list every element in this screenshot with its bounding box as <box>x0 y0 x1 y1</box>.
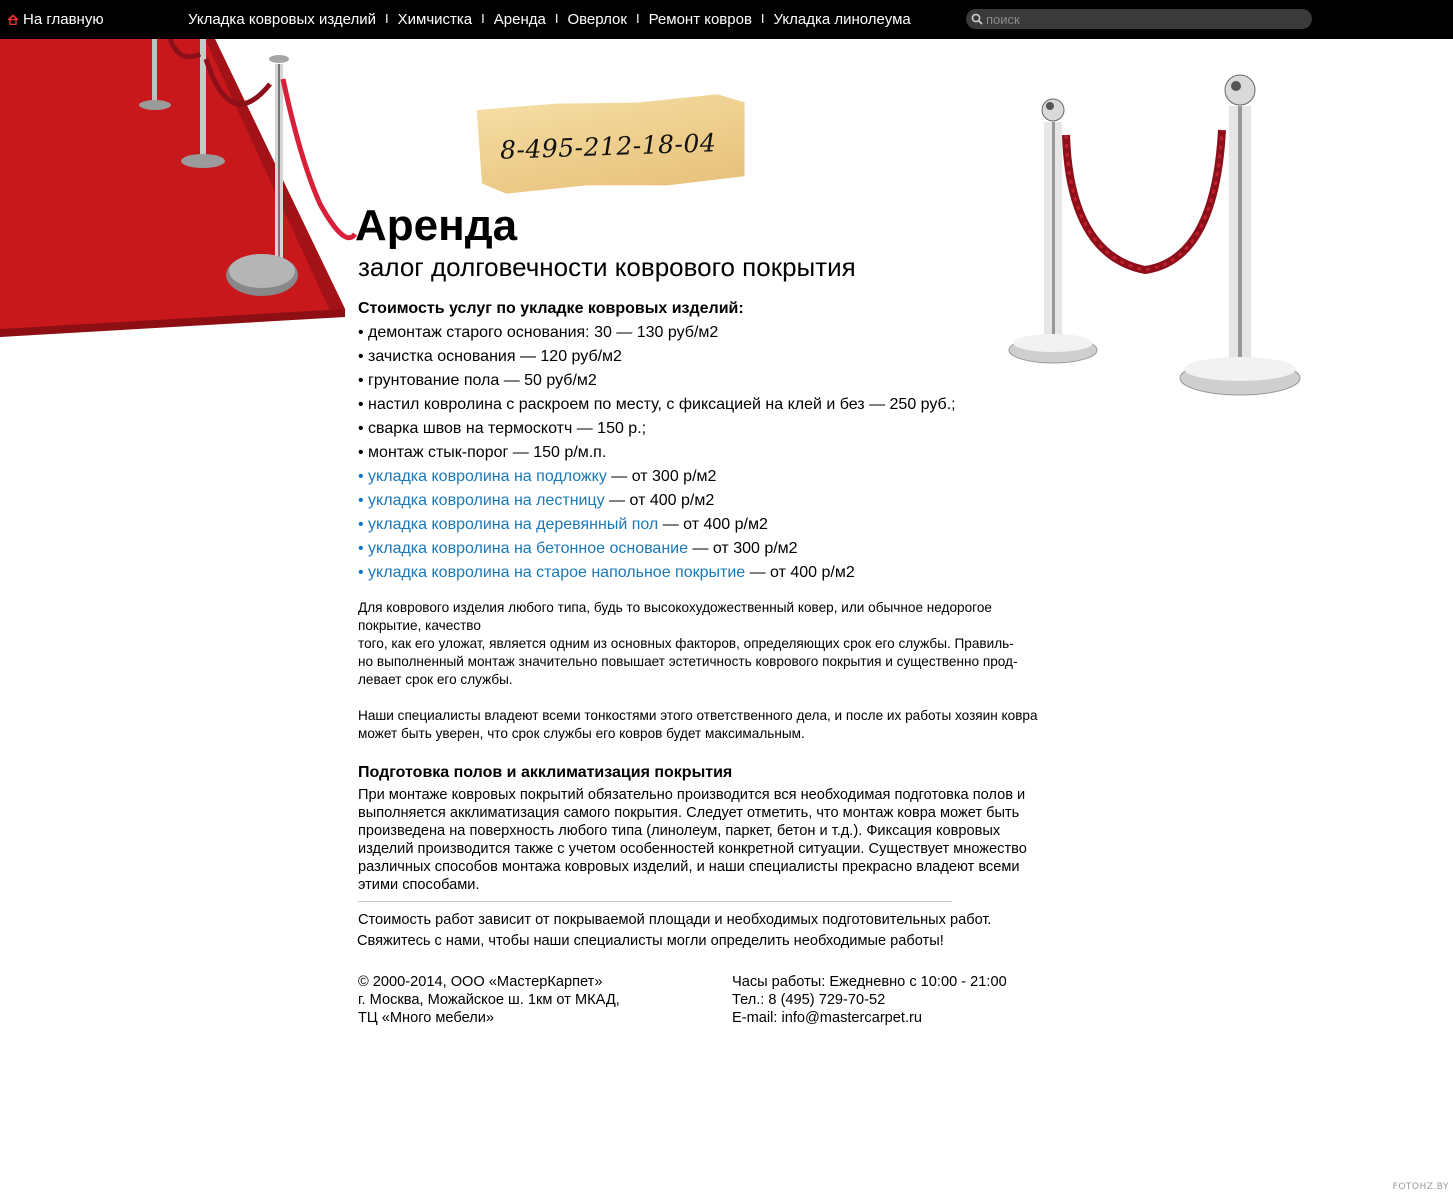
link-concrete-base[interactable]: • укладка ковролина на бетонное основание <box>358 540 688 557</box>
price-item: • грунтование пола — 50 руб/м2 <box>358 372 597 389</box>
price-value: — от 400 р/м2 <box>658 516 768 533</box>
price-item: • настил ковролина с раскроем по месту, с фиксацией на клей и без — 250 руб.; <box>358 396 956 413</box>
cost-note: Стоимость работ зависит от покрываемой площади и необходимых подготовительных работ. <box>358 912 992 928</box>
phone-number: 8-495-212-18-04 <box>499 128 717 165</box>
price-list-heading: Стоимость услуг по укладке ковровых изделий: <box>358 300 744 317</box>
footer-address-line: г. Москва, Можайское ш. 1км от МКАД, <box>358 992 620 1008</box>
watermark: FOTOHZ.BY <box>1392 1182 1449 1192</box>
intro-line: Для коврового изделия любого типа, будь то высокохудожественный ковер, или обычное недорогое покрытие, качество <box>358 600 992 633</box>
price-link-row <box>358 537 956 561</box>
page-title: Аренда <box>355 201 518 250</box>
search-box <box>966 9 1312 29</box>
divider <box>358 901 952 902</box>
price-item: • монтаж стык-порог — 150 р/м.п. <box>358 444 607 461</box>
link-stairs[interactable]: • укладка ковролина на лестницу <box>358 492 605 509</box>
nav-separator: I <box>554 11 559 26</box>
section-heading: Подготовка полов и акклиматизация покрытия <box>358 764 733 781</box>
stanchions-image <box>1000 60 1320 400</box>
price-item: • сварка швов на термоскотч — 150 р.; <box>358 420 647 437</box>
link-old-floor[interactable]: • укладка ковролина на старое напольное покрытие <box>358 564 746 581</box>
footer-phone: Тел.: 8 (495) 729-70-52 <box>732 992 886 1008</box>
link-wooden-floor[interactable]: • укладка ковролина на деревянный пол <box>358 516 659 533</box>
home-icon <box>7 14 19 25</box>
price-value: — от 400 р/м2 <box>604 492 715 509</box>
footer-email: E-mail: info@mastercarpet.ru <box>732 1010 922 1026</box>
price-list <box>358 297 956 585</box>
home-link[interactable] <box>7 11 104 28</box>
price-link-row <box>358 561 956 585</box>
main-nav <box>188 11 911 28</box>
nav-separator: I <box>481 11 485 26</box>
top-nav-bar <box>0 0 1453 39</box>
price-item: • демонтаж старого основания: 30 — 130 руб/м2 <box>358 324 719 341</box>
footer-address-line: ТЦ «Много мебели» <box>358 1010 494 1026</box>
price-value: — от 300 р/м2 <box>606 468 717 485</box>
nav-separator: I <box>760 11 765 26</box>
price-link-row <box>358 465 956 489</box>
home-link-label: На главную <box>23 11 104 28</box>
red-carpet-image <box>0 39 360 339</box>
nav-separator: I <box>385 11 389 26</box>
price-value: — от 400 р/м2 <box>745 564 855 581</box>
intro-paragraph <box>358 599 1058 689</box>
nav-separator: I <box>635 11 640 26</box>
footer-contacts <box>732 973 1007 1027</box>
contact-note: Свяжитесь с нами, чтобы наши специалисты могли определить необходимые работы! <box>357 933 944 949</box>
link-underlay[interactable]: • укладка ковролина на подложку <box>358 468 607 485</box>
search-icon[interactable] <box>971 13 983 25</box>
specialists-paragraph: Наши специалисты владеют всеми тонкостями этого ответственного дела, и после их работы хозяин ковра может быть уверен, что срок службы его ковров будет максимальным. <box>358 708 1038 741</box>
footer-company <box>358 973 620 1027</box>
intro-line: левает срок его службы. <box>358 672 513 687</box>
nav-item-overlock[interactable]: Оверлок <box>567 11 627 28</box>
intro-line: того, как его уложат, является одним из основных факторов, определяющих срок его службы. Правиль- <box>358 636 1014 651</box>
nav-item-carpet-repair[interactable]: Ремонт ковров <box>648 11 752 28</box>
intro-line: но выполненный монтаж значительно повышает эстетичность коврового покрытия и существенно прод- <box>358 654 1018 669</box>
footer-copyright: © 2000-2014, ООО «МастерКарпет» <box>358 974 603 990</box>
price-item: • зачистка основания — 120 руб/м2 <box>358 348 622 365</box>
preparation-paragraph: При монтаже ковровых покрытий обязательно производится вся необходимая подготовка полов и выполняется акклиматизация самого покрытия. Следует отметить, что монтаж ковра может быть произведена на поверхность любого типа (линолеум, паркет, бетон и т.д.). Фиксация ковровых изделий производится также с учетом особенностей конкретной ситуации. Существует множество различных способов монтажа ковровых изделий, и наши специалисты прекрасно владеют всеми этими способами. <box>358 787 1027 893</box>
search-input[interactable] <box>986 12 1296 27</box>
nav-item-dry-cleaning[interactable]: Химчистка <box>397 11 473 28</box>
price-link-row <box>358 513 956 537</box>
price-value: — от 300 р/м2 <box>687 540 798 557</box>
nav-item-linoleum[interactable]: Укладка линолеума <box>773 11 911 28</box>
footer-hours: Часы работы: Ежедневно с 10:00 - 21:00 <box>732 974 1007 990</box>
price-link-row <box>358 489 956 513</box>
page-subtitle: залог долговечности коврового покрытия <box>358 252 856 282</box>
nav-item-carpet-laying[interactable]: Укладка ковровых изделий <box>188 11 377 28</box>
nav-item-rent[interactable]: Аренда <box>493 11 546 28</box>
